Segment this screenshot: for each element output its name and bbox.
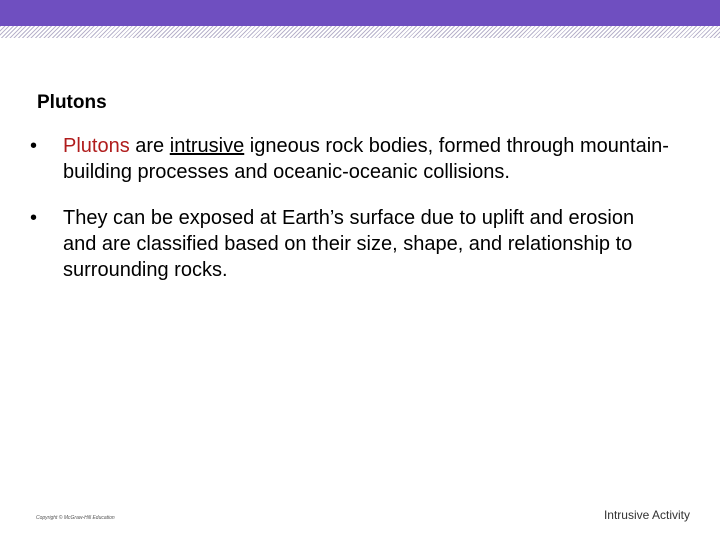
footer-title: Intrusive Activity bbox=[603, 508, 690, 522]
bullet-text: They can be exposed at Earth’s surface due to uplift and erosion and are classified based on their size, shape, and relationship to surrounding rocks. bbox=[63, 207, 635, 281]
highlight-term: Plutons bbox=[63, 135, 130, 157]
bullet-item bbox=[30, 133, 670, 185]
bullet-text: igneous rock bodies, formed through mountain-building processes and oceanic-oceanic collisions. bbox=[63, 135, 669, 183]
bullet-marker: • bbox=[30, 135, 38, 157]
bullet-text: are bbox=[129, 135, 170, 157]
top-banner bbox=[0, 0, 720, 26]
hatch-divider bbox=[0, 26, 720, 38]
slide-title: Plutons bbox=[37, 92, 107, 113]
underlined-term: intrusive bbox=[169, 135, 245, 157]
bullet-item bbox=[30, 205, 670, 283]
bullet-list bbox=[30, 133, 670, 303]
bullet-marker: • bbox=[30, 207, 38, 229]
copyright-notice: Copyright © McGraw-Hill Education bbox=[36, 515, 115, 521]
